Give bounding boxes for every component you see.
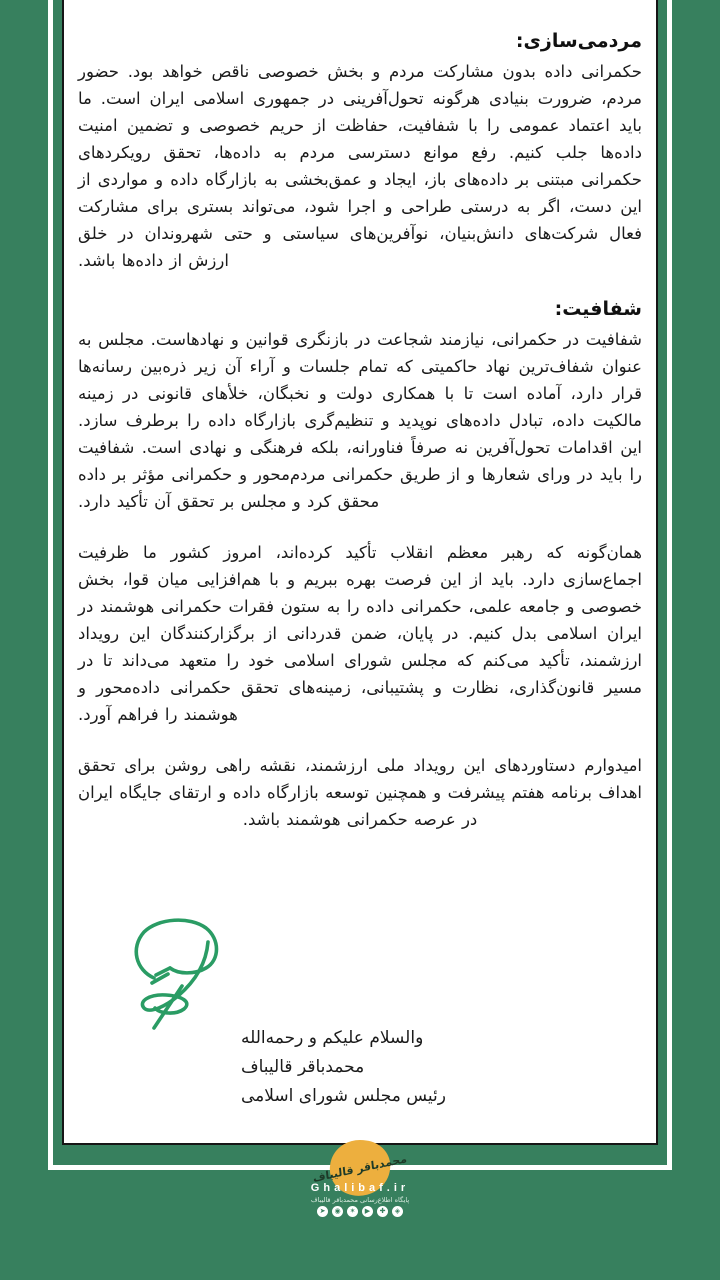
section-body: حکمرانی داده بدون مشارکت مردم و بخش خصوصی ناقص خواهد بود. حضور مردم، ضرورت بنیادی هرگونه تحول‌آفرینی در جمهوری اسلامی ایران است. ما باید اعتماد عمومی را با شفافیت، حفاظت از حریم خصوصی و تضمین امنیت داده‌ها جلب کنیم. رفع موانع دسترسی مردم به داده‌ها، تحقق رویکردهای حکمرانی مبتنی بر داده‌های باز، ایجاد و عمق‌بخشی به بازارگاه داده و مواردی از این دست، اگر به درستی طراحی و اجرا شود، می‌تواند بستری برای مشارکت فعال شرکت‌های دانش‌بنیان، نوآفرین‌های سیاستی و حتی شهروندان در خلق ارزش از داده‌ها باشد. bbox=[78, 62, 642, 270]
social-icon[interactable]: ✚ bbox=[377, 1206, 388, 1217]
letter-paper bbox=[62, 0, 658, 1145]
social-icon[interactable]: ◈ bbox=[392, 1206, 403, 1217]
website-url: Ghalibaf.ir bbox=[310, 1182, 410, 1194]
logo-calligraphy: محمدباقر قالیباف bbox=[312, 1151, 408, 1185]
social-icon[interactable]: ✶ bbox=[347, 1206, 358, 1217]
social-icons-row bbox=[0, 1206, 720, 1217]
signature-block bbox=[241, 1024, 446, 1111]
section-conclusion bbox=[78, 539, 642, 728]
section-mardomisazi bbox=[78, 30, 642, 274]
section-heading: شفافیت: bbox=[554, 298, 642, 320]
section-body: امیدوارم دستاوردهای این رویداد ملی ارزشمند، نقشه راهی روشن برای تحقق اهداف برنامه هفتم پیشرفت و همچنین توسعه بازارگاه داده و ارتقای جایگاه ایران در عرصه حکمرانی هوشمند باشد. bbox=[78, 756, 642, 829]
social-icon[interactable]: ▶ bbox=[362, 1206, 373, 1217]
social-icon[interactable]: ➤ bbox=[317, 1206, 328, 1217]
signature-salutation: والسلام علیکم و رحمه‌الله bbox=[241, 1028, 424, 1048]
footer-tagline: پایگاه اطلاع‌رسانی محمدباقر قالیباف bbox=[310, 1196, 410, 1204]
section-heading: مردمی‌سازی: bbox=[515, 30, 642, 52]
signature-title: رئیس مجلس شورای اسلامی bbox=[241, 1086, 446, 1106]
social-icon[interactable]: ◉ bbox=[332, 1206, 343, 1217]
signature-name: محمدباقر قالیباف bbox=[241, 1057, 365, 1077]
section-shafafiat bbox=[78, 298, 642, 515]
section-closing-hope bbox=[78, 752, 642, 833]
signature-icon bbox=[116, 914, 226, 1032]
section-body: همان‌گونه که رهبر معظم انقلاب تأکید کرده‌اند، امروز کشور ما ظرفیت اجماع‌سازی دارد. باید از این فرصت بهره ببریم و با هم‌افزایی میان قوا، بخش خصوصی و جامعه علمی، حکمرانی داده را به ستون فقرات حکمرانی هوشمند در ایران اسلامی بدل کنیم. در پایان، ضمن قدردانی از برگزارکنندگان این رویداد ارزشمند، تأکید می‌کنم که مجلس شورای اسلامی خود را متعهد می‌داند تا در مسیر قانون‌گذاری، نظارت و پشتیبانی، زمینه‌های تحقق حکمرانی داده‌محور و هوشمند را فراهم آورد. bbox=[78, 543, 642, 724]
section-body: شفافیت در حکمرانی، نیازمند شجاعت در بازنگری قوانین و نهادهاست. مجلس به عنوان شفاف‌ترین نهاد حاکمیتی که تمام جلسات و آراء آن زیر ذره‌بین رسانه‌ها قرار دارد، آماده است تا با همکاری دولت و نخبگان، خلأهای قانونی در زمینه مالکیت داده، تبادل داده‌های نوپدید و تنظیم‌گری بازارگاه داده را برطرف سازد. این اقدامات تحول‌آفرین نه صرفاً فناورانه، بلکه فرهنگی و نهادی است. شفافیت را باید در ورای شعارها و از طریق حکمرانی مردم‌محور و حکمرانی مؤثر بر داده محقق کرد و مجلس بر تحقق آن تأکید دارد. bbox=[78, 330, 642, 511]
